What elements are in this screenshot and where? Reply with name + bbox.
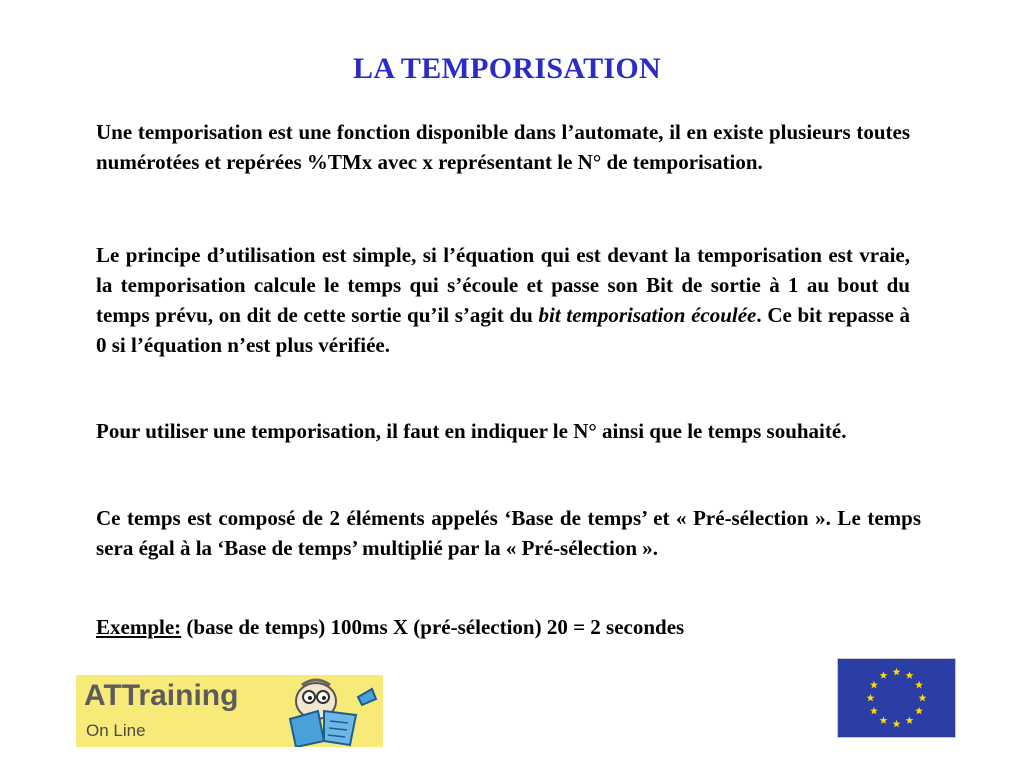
paragraph-principle bbox=[96, 240, 910, 360]
principle-text-start: Le principe d’utilisation est simple, si l’équation qui est devant la temporisation est vraie, la temporisation calcule le temps qui s’écoule et passe son Bit de sortie à 1 au bout du temps prévu, on dit de cette sortie qu’il s’agit du bbox=[96, 243, 910, 327]
principle-text-end: . Ce bit repasse à 0 si l’équation n’est plus vérifiée. bbox=[96, 303, 910, 357]
example-text: (base de temps) 100ms X (pré-sélection) 20 = 2 secondes bbox=[181, 615, 685, 639]
paragraph-definition: Une temporisation est une fonction disponible dans l’automate, il en existe plusieurs toutes numérotées et repérées %TMx avec x représentant le N° de temporisation. bbox=[96, 120, 910, 174]
eu-star bbox=[867, 694, 875, 702]
eu-star bbox=[915, 707, 923, 715]
eu-star bbox=[870, 707, 878, 715]
attraining-logo bbox=[76, 675, 383, 747]
eu-star bbox=[906, 716, 914, 724]
principle-italic-term: bit temporisation écoulée bbox=[538, 303, 757, 327]
eu-star bbox=[915, 681, 923, 689]
eu-star bbox=[919, 694, 927, 702]
eu-star bbox=[893, 668, 901, 676]
eu-star bbox=[870, 681, 878, 689]
eu-stars-icon bbox=[838, 659, 955, 737]
eu-star bbox=[880, 671, 888, 679]
eu-star bbox=[893, 720, 901, 728]
paragraph-example bbox=[96, 612, 926, 642]
logo-brand-text: ATTraining bbox=[84, 679, 239, 712]
example-label: Exemple: bbox=[96, 615, 182, 639]
slide-title: LA TEMPORISATION bbox=[353, 52, 661, 85]
logo-sub-text: On Line bbox=[86, 721, 146, 740]
paragraph-composition: Ce temps est composé de 2 éléments appelés ‘Base de temps’ et « Pré-sélection ». Le temps sera égal à la ‘Base de temps’ multiplié par la « Pré-sélection ». bbox=[96, 506, 921, 560]
eu-flag bbox=[838, 659, 955, 737]
eu-star bbox=[880, 716, 888, 724]
paragraph-usage: Pour utiliser une temporisation, il faut en indiquer le N° ainsi que le temps souhaité. bbox=[96, 419, 847, 443]
eu-star bbox=[906, 671, 914, 679]
reading-mascot-icon bbox=[272, 675, 382, 747]
